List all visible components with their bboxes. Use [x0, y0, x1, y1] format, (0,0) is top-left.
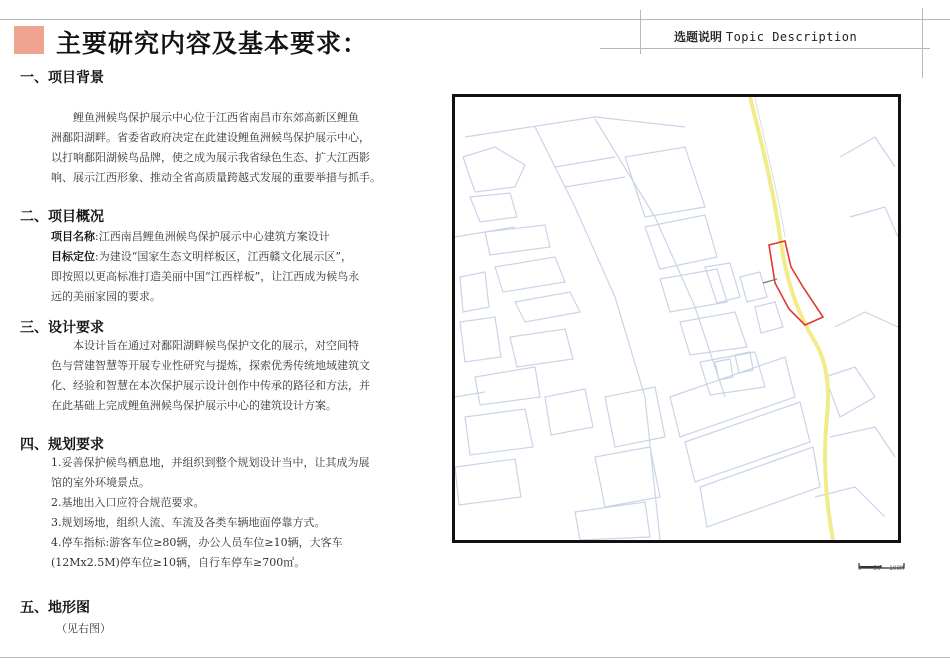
title-accent-square [14, 26, 44, 54]
text-line: 化、经验和智慧在本次保护展示设计创作中传承的路径和方法，并 [51, 379, 370, 392]
scale-labels [858, 565, 904, 572]
text-line: 即按照以更高标准打造美丽中国“江西样板”，让江西成为候鸟永 [51, 270, 360, 283]
map-drawing [455, 97, 898, 540]
planning-list [51, 453, 370, 573]
text-line: 本设计旨在通过对鄱阳湖畔候鸟保护文化的展示，对空间特 [73, 339, 359, 352]
list-item: 3.规划场地，组织人流、车流及各类车辆地面停靠方式。 [51, 516, 326, 529]
section-heading-overview: 二、项目概况 [20, 209, 104, 225]
page-title: 主要研究内容及基本要求： [56, 29, 369, 58]
map-linework [455, 117, 898, 540]
section-heading-background: 一、项目背景 [20, 70, 104, 86]
site-boundary [769, 241, 823, 325]
project-name-value: :江西南昌鲤鱼洲候鸟保护展示中心建筑方案设计 [95, 230, 330, 243]
project-goal-value: :为建设“国家生态文明样板区，江西赣文化展示区”， [95, 250, 352, 263]
list-item: 馆的室外环境景点。 [51, 476, 150, 489]
topographic-map [452, 94, 901, 543]
section-heading-planning: 四、规划要求 [20, 437, 104, 453]
list-item: 4.停车指标:游客车位≥80辆，办公人员车位≥10辆，大客车 [51, 536, 343, 549]
text-line: 响、展示江西形象、推动全省高质量跨越式发展的重要举措与抓手。 [51, 171, 381, 184]
header-box-bottom [600, 48, 930, 49]
background-paragraph [51, 108, 381, 188]
design-paragraph [51, 336, 370, 416]
road-edge [755, 97, 785, 237]
list-item: 2.基地出入口应符合规范要求。 [51, 496, 205, 509]
text-line: 远的美丽家园的要求。 [51, 290, 161, 303]
scale-label-0: 0 [858, 565, 862, 572]
text-line: 洲鄱阳湖畔。省委省政府决定在此建设鲤鱼洲候鸟保护展示中心， [51, 131, 370, 144]
bottom-rule [0, 657, 950, 658]
section-heading-topography: 五、地形图 [20, 600, 90, 616]
project-name-line [51, 227, 359, 247]
section-heading-design: 三、设计要求 [20, 320, 104, 336]
scale-label-50: 50 [873, 565, 881, 572]
list-item: (12Mx2.5M)停车位≥10辆，自行车停车≥700㎡。 [51, 556, 306, 569]
right-rule [922, 8, 923, 78]
text-line: 色与营建智慧等开展专业性研究与提炼，探索优秀传统地域建筑文 [51, 359, 370, 372]
scale-label-100: 100M [889, 565, 904, 572]
topic-en: Topic Description [725, 30, 858, 44]
text-line: 鲤鱼洲候鸟保护展示中心位于江西省南昌市东郊高新区鲤鱼 [73, 111, 359, 124]
text-line: 在此基础上完成鲤鱼洲候鸟保护展示中心的建筑设计方案。 [51, 399, 337, 412]
see-right-note: （见右图） [56, 622, 111, 635]
list-item: 1.妥善保护候鸟栖息地，并组织到整个规划设计当中，让其成为展 [51, 456, 370, 469]
overview-paragraph [51, 227, 359, 307]
top-rule [0, 19, 950, 20]
project-name-label: 项目名称 [51, 230, 95, 243]
project-goal-label: 目标定位 [51, 250, 95, 263]
topic-cn: 选题说明 [674, 30, 723, 44]
text-line: 以打响鄱阳湖候鸟品牌，使之成为展示我省绿色生态、扩大江西影 [51, 151, 370, 164]
topic-description [674, 28, 857, 45]
project-goal-line [51, 247, 359, 267]
